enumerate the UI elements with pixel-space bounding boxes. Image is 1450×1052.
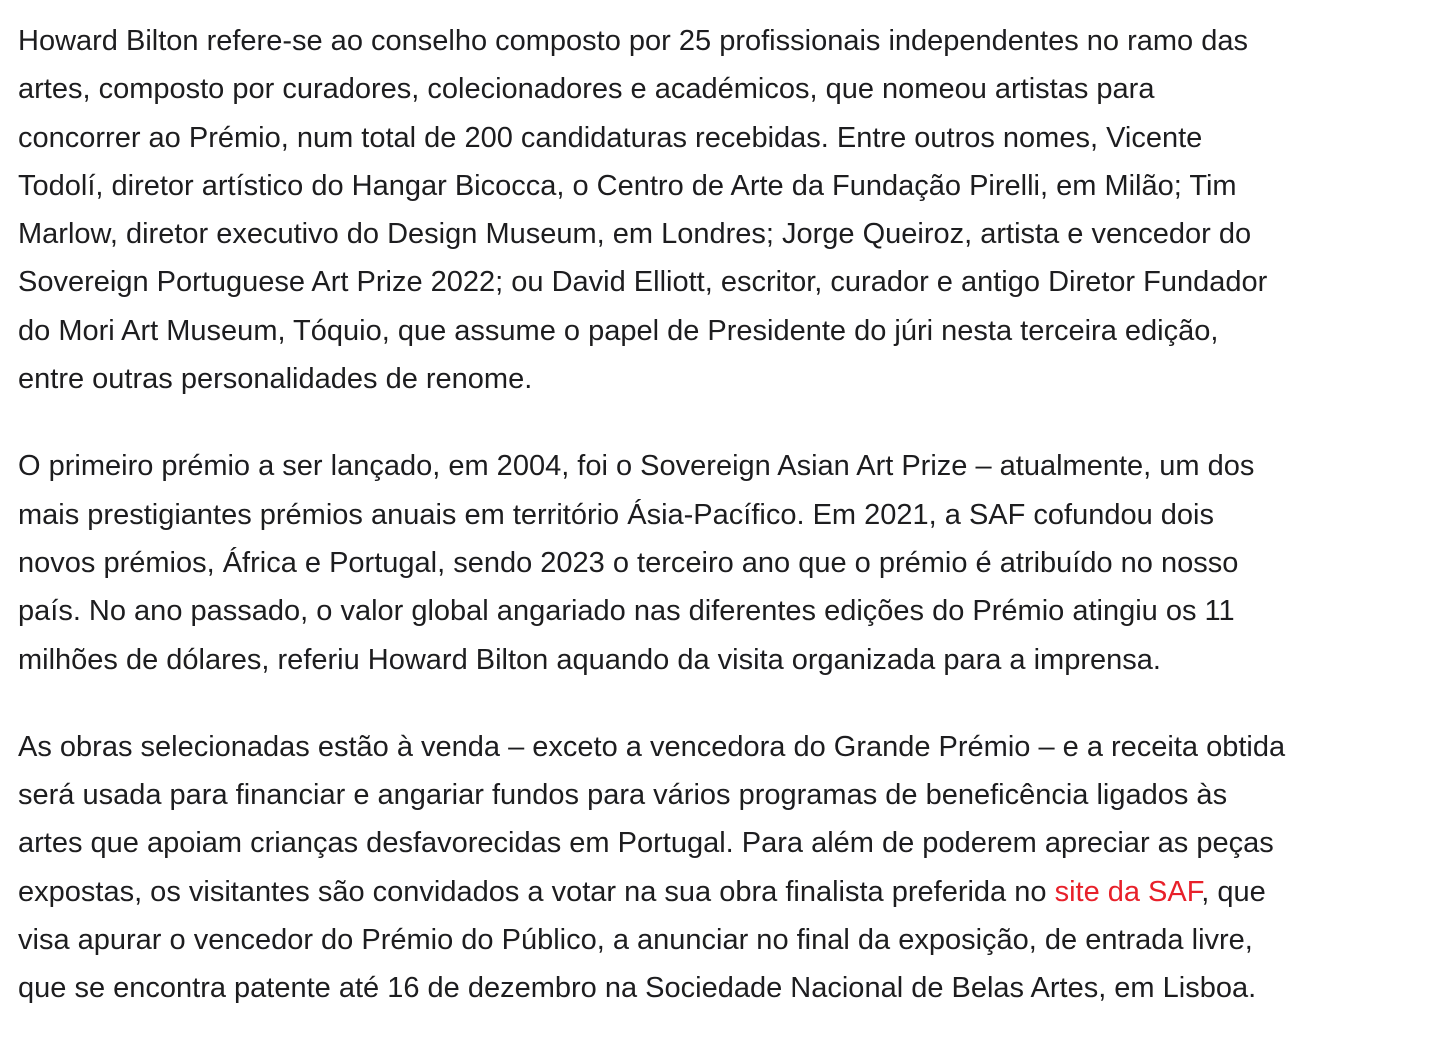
text-line: que se encontra patente até 16 de dezembro na Sociedade Nacional de Belas Artes, em Lisboa.	[18, 972, 1257, 1005]
text-line: O primeiro prémio a ser lançado, em 2004, foi o Sovereign Asian Art Prize – atualmente, um dos	[18, 450, 1255, 483]
text-line: será usada para financiar e angariar fundos para vários programas de beneficência ligados às	[18, 779, 1228, 812]
text-line: visa apurar o vencedor do Prémio do Público, a anunciar no final da exposição, de entrada livre,	[18, 924, 1253, 957]
text-line: As obras selecionadas estão à venda – exceto a vencedora do Grande Prémio – e a receita obtida	[18, 730, 1286, 763]
text-line: concorrer ao Prémio, num total de 200 candidaturas recebidas. Entre outros nomes, Vicente	[18, 121, 1203, 154]
text-line: mais prestigiantes prémios anuais em território Ásia-Pacífico. Em 2021, a SAF cofundou dois	[18, 498, 1214, 531]
text-line: país. No ano passado, o valor global angariado nas diferentes edições do Prémio atingiu os 11	[18, 595, 1235, 628]
text-line-with-link	[18, 868, 1432, 916]
text-line: Marlow, diretor executivo do Design Museum, em Londres; Jorge Queiroz, artista e vencedor do	[18, 218, 1252, 251]
text-line: do Mori Art Museum, Tóquio, que assume o papel de Presidente do júri nesta terceira edição,	[18, 314, 1219, 347]
text-line: artes que apoiam crianças desfavorecidas em Portugal. Para além de poderem apreciar as peças	[18, 827, 1274, 860]
text-segment: , que	[1201, 875, 1266, 908]
article-body	[18, 17, 1432, 1052]
text-line: Todolí, diretor artístico do Hangar Bicocca, o Centro de Arte da Fundação Pirelli, em Milão; Tim	[18, 169, 1237, 202]
text-segment: expostas, os visitantes são convidados a votar na sua obra finalista preferida no	[18, 875, 1055, 908]
paragraph-2	[18, 442, 1432, 683]
text-line: milhões de dólares, referiu Howard Bilton aquando da visita organizada para a imprensa.	[18, 643, 1161, 676]
saf-site-link[interactable]: site da SAF	[1054, 875, 1202, 908]
text-line: Howard Bilton refere-se ao conselho composto por 25 profissionais independentes no ramo das	[18, 25, 1248, 57]
text-line: entre outras personalidades de renome.	[18, 363, 533, 396]
paragraph-3	[18, 723, 1432, 1013]
text-line: novos prémios, África e Portugal, sendo 2023 o terceiro ano que o prémio é atribuído no nosso	[18, 546, 1239, 579]
paragraph-1	[18, 17, 1432, 403]
text-line: artes, composto por curadores, colecionadores e académicos, que nomeou artistas para	[18, 73, 1155, 106]
text-line: Sovereign Portuguese Art Prize 2022; ou David Elliott, escritor, curador e antigo Diretor Fundador	[18, 266, 1268, 299]
